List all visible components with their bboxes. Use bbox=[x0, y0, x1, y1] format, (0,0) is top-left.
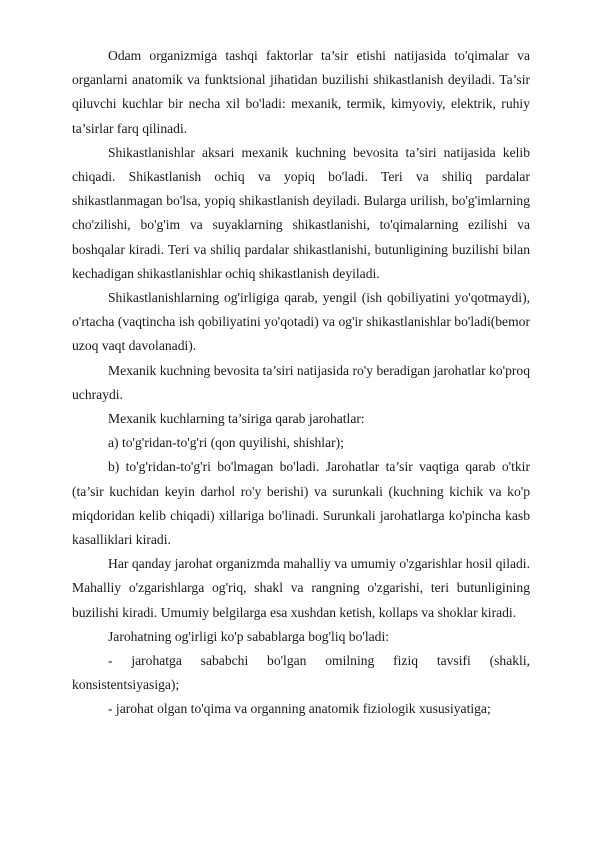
paragraph-wound-classification-intro: Mexanik kuchlarning ta’siriga qarab jarohatlar: bbox=[108, 411, 365, 427]
paragraph-item-a: a) to'g'ridan-to'g'ri (qon quyilishi, shishlar); bbox=[108, 435, 344, 451]
paragraph-injury-types: Shikastlanishlar aksari mexanik kuchning bevosita ta’siri natijasida kelib chiqadi. Shikastlanish ochiq va yopiq bo'ladi. Teri va shiliq pardalar shikastlanmagan bo'lsa, yopiq shikastlanish deyiladi. Bularga urilish, bo'g'imlarning cho'zilishi, bo'g'im va suyaklarning shikastlanishi, to'qimalarning ezilishi va boshqalar kiradi. Teri va shiliq pardalar shikastlanishi, butunligining buzilishi bilan kechadigan shikastlanishlar ochiq shikastlanish deyiladi. bbox=[72, 144, 530, 281]
paragraph-cause-physical: - jarohatga sababchi bo'lgan omilning fiziq tavsifi (shakli, konsistentsiyasiga); bbox=[72, 653, 530, 693]
document-page bbox=[72, 44, 530, 722]
paragraph-injury-definition: Odam organizmiga tashqi faktorlar ta’sir etishi natijasida to'qimalar va organlarni anatomik va funktsional jihatidan buzilishi shikastlanish deyiladi. Ta’sir qiluvchi kuchlar bir necha xil bo'ladi: mexanik, termik, kimyoviy, elektrik, ruhiy ta’sirlar farq qilinadi. bbox=[72, 48, 530, 136]
paragraph-mechanical-wounds: Mexanik kuchning bevosita ta’siri natijasida ro'y beradigan jarohatlar ko'proq uchraydi. bbox=[72, 362, 530, 402]
paragraph-severity-causes: Jarohatning og'irligi ko'p sabablarga bog'liq bo'ladi: bbox=[108, 628, 389, 644]
paragraph-cause-anatomic: - jarohat olgan to'qima va organning anatomik fiziologik xususiyatiga; bbox=[108, 701, 491, 717]
paragraph-item-b: b) to'g'ridan-to'g'ri bo'lmagan bo'ladi. Jarohatlar ta’sir vaqtiga qarab o'tkir (ta’sir kuchidan keyin darhol ro'y berishi) va surunkali (kuchning kichik va ko'p miqdoridan kelib chiqadi) xillariga bo'linadi. Surunkali jarohatlarga ko'pincha kasb kasalliklari kiradi. bbox=[72, 459, 530, 548]
paragraph-wound-changes: Har qanday jarohat organizmda mahalliy va umumiy o'zgarishlar hosil qiladi. Mahalliy o'zgarishlarga og'riq, shakl va rangning o'zgarishi, teri butunligining buzilishi kiradi. Umumiy belgilarga esa xushdan ketish, kollaps va shoklar kiradi. bbox=[72, 556, 530, 620]
paragraph-injury-severity: Shikastlanishlarning og'irligiga qarab, yengil (ish qobiliyatini yo'qotmaydi), o'rtacha (vaqtincha ish qobiliyatini yo'qotadi) va og'ir shikastlanishlar bo'ladi(bemor uzoq vaqt davolanadi). bbox=[72, 290, 530, 354]
